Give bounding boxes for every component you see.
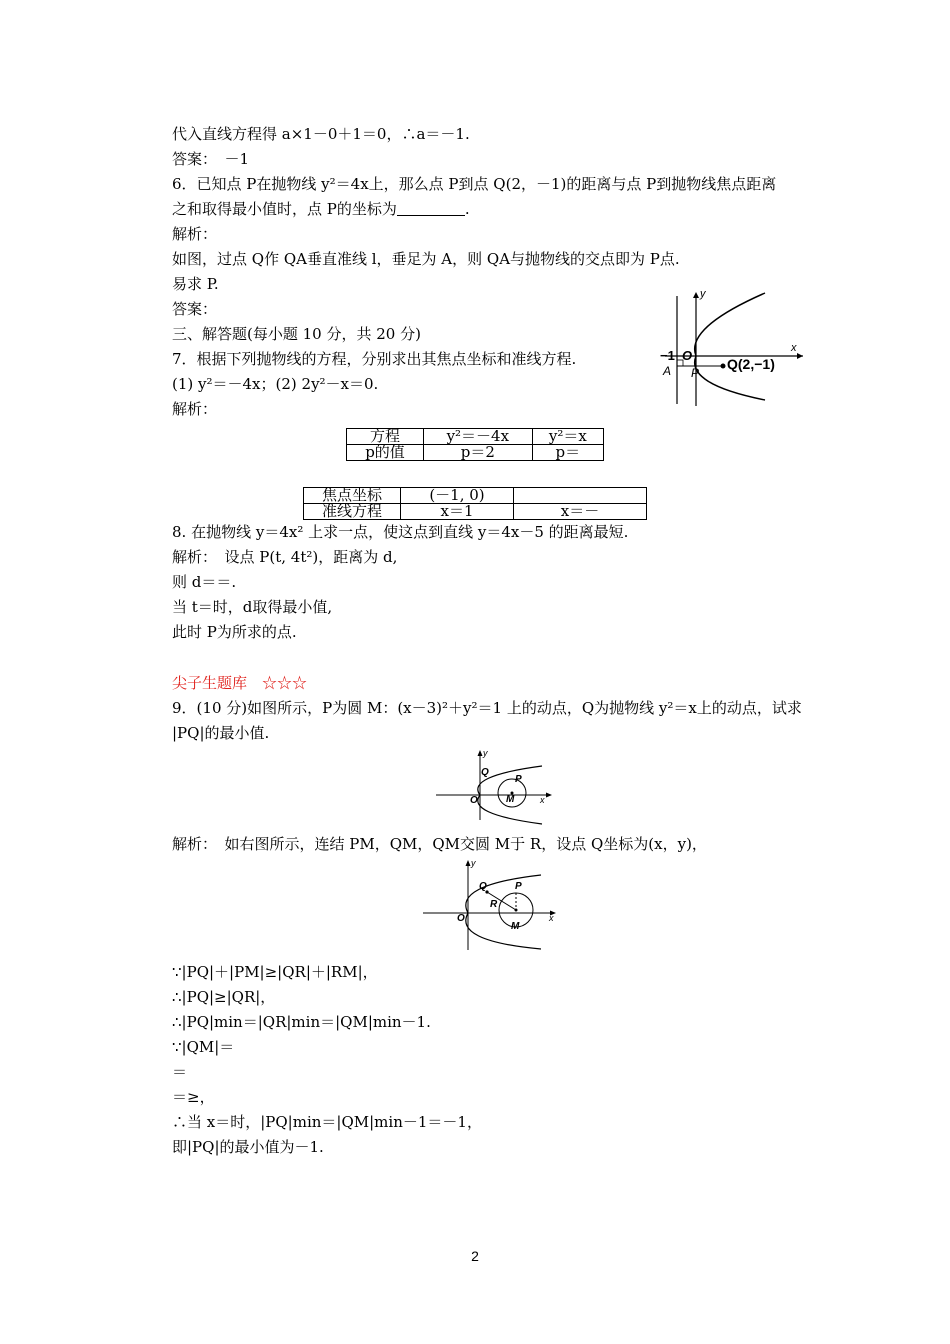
text-line: 即|PQ|的最小值为－1. — [172, 1138, 324, 1156]
text-line: 解析： — [172, 400, 218, 418]
question-7: 7．根据下列抛物线的方程，分别求出其焦点坐标和准线方程. — [172, 350, 577, 368]
text-line: 答案： — [172, 300, 218, 318]
text-line: 解析： 如右图所示，连结 PM，QM，QM交圆 M于 R，设点 Q坐标为(x，y)， — [172, 835, 707, 853]
figure-circle-parabola-r — [423, 857, 563, 952]
table-focus-directrix — [303, 487, 647, 520]
label-neg1: −1 — [660, 348, 675, 363]
table-cell: p＝2 — [424, 445, 533, 461]
text-line — [172, 199, 470, 219]
table-cell: 方程 — [347, 429, 424, 445]
text-span: 之和取得最小值时，点 P的坐标为 — [172, 200, 397, 218]
table-p-values — [346, 428, 604, 461]
text-line: ∴当 x＝时，|PQ|min＝|QM|min－1＝－1， — [172, 1113, 482, 1131]
table-cell: p＝ — [532, 445, 603, 461]
table-cell: y²＝－4x — [424, 429, 533, 445]
section-heading-advanced: 尖子生题库 ☆☆☆ — [172, 674, 308, 692]
label-origin: O — [682, 348, 693, 363]
text-line: 解析： 设点 P(t, 4t²)，距离为 d, — [172, 548, 398, 566]
text-line: ∵|PQ|＋|PM|≥|QR|＋|RM|， — [172, 963, 378, 981]
label-M: M — [506, 794, 515, 805]
axis-label-y: y — [700, 288, 706, 300]
label-P: P — [515, 881, 522, 892]
table-cell: p的值 — [347, 445, 424, 461]
label-R: R — [490, 899, 498, 910]
axis-label-y: y — [471, 858, 476, 868]
text-line: 此时 P为所求的点. — [172, 623, 297, 641]
text-line: 则 d＝＝. — [172, 573, 237, 591]
text-span: . — [464, 200, 470, 218]
text-line: 代入直线方程得 a×1－0＋1＝0，∴a＝－1. — [172, 125, 470, 143]
text-line: ∴|PQ|min＝|QR|min＝|QM|min－1. — [172, 1013, 431, 1031]
label-P: P — [515, 774, 522, 785]
table-cell: (－1, 0) — [401, 488, 514, 504]
section-heading: 三、解答题(每小题 10 分，共 20 分) — [172, 325, 421, 343]
label-origin: O — [457, 913, 465, 924]
text-line: |PQ|的最小值. — [172, 724, 270, 742]
answer-blank — [397, 201, 465, 216]
table-cell: y²＝x — [532, 429, 603, 445]
axis-label-x: x — [540, 795, 545, 805]
table-cell: 焦点坐标 — [304, 488, 401, 504]
question-8: 8. 在抛物线 y＝4x² 上求一点，使这点到直线 y＝4x－5 的距离最短. — [172, 523, 629, 541]
label-origin: O — [470, 795, 478, 806]
text-line: 如图，过点 Q作 QA垂直准线 l，垂足为 A，则 QA与抛物线的交点即为 P点. — [172, 250, 680, 268]
label-A: A — [663, 364, 672, 378]
table-cell: x＝－ — [514, 504, 647, 520]
text-line: 解析： — [172, 225, 218, 243]
figure-circle-parabola — [436, 748, 556, 823]
text-line: (1) y²＝－4x；(2) 2y²－x＝0. — [172, 375, 379, 393]
table-cell: x＝1 — [401, 504, 514, 520]
table-cell: 准线方程 — [304, 504, 401, 520]
text-line: ＝ — [172, 1063, 188, 1081]
label-P: P — [691, 366, 700, 380]
text-line: 答案： －1 — [172, 150, 250, 168]
text-line: ∵|QM|＝ — [172, 1038, 235, 1056]
label-M: M — [511, 921, 520, 932]
text-line: 当 t＝时，d取得最小值, — [172, 598, 333, 616]
text-line: ∴|PQ|≥|QR|， — [172, 988, 276, 1006]
text-line: ＝≥， — [172, 1088, 215, 1106]
page-number: 2 — [471, 1248, 479, 1264]
axis-label-x: x — [549, 913, 554, 923]
axis-label-x: x — [791, 342, 797, 354]
question-6: 6．已知点 P在抛物线 y²＝4x上，那么点 P到点 Q(2，－1)的距离与点 P到抛物线焦点距离 — [172, 175, 777, 193]
question-9: 9．(10 分)如图所示，P为圆 M：(x－3)²＋y²＝1 上的动点，Q为抛物线 y²＝x上的动点，试求 — [172, 699, 802, 717]
text-line: 易求 P. — [172, 275, 219, 293]
label-Q: Q — [479, 881, 487, 892]
label-Q: Q — [481, 767, 489, 778]
figure-parabola-directrix — [660, 288, 810, 408]
axis-label-y: y — [483, 748, 488, 758]
label-Q: Q(2,−1) — [727, 356, 775, 372]
